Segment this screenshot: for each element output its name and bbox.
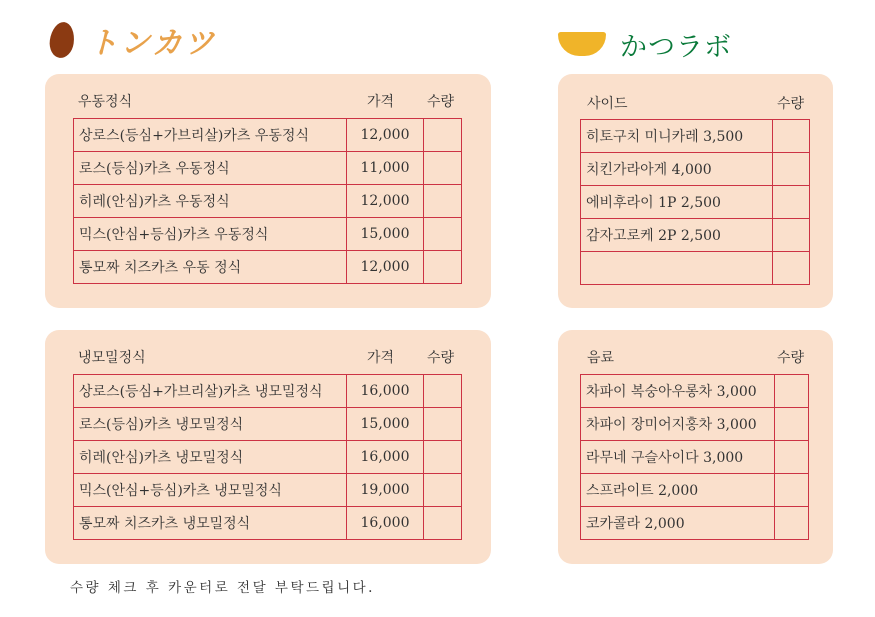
quantity-box[interactable] (424, 507, 462, 540)
quantity-box[interactable] (773, 252, 810, 285)
menu-item-name: 상로스(등심+가브리살)카츠 우동정식 (74, 119, 347, 152)
table-row (581, 441, 809, 474)
quantity-box[interactable] (424, 251, 462, 284)
side-qty-header: 수량 (777, 96, 805, 112)
table-row (581, 252, 810, 285)
soba-set-title: 냉모밀정식 (78, 350, 146, 366)
quantity-box[interactable] (424, 408, 462, 441)
menu-item-name: 로스(등심)카츠 우동정식 (74, 152, 347, 185)
menu-item-name: 스프라이트 2,000 (581, 474, 775, 507)
menu-item-price: 12,000 (347, 119, 424, 152)
quantity-box[interactable] (424, 119, 462, 152)
table-row (74, 474, 462, 507)
table-row (581, 507, 809, 540)
menu-item-name: 차파이 장미어지홍차 3,000 (581, 408, 775, 441)
menu-item-name: 라무네 구슬사이다 3,000 (581, 441, 775, 474)
menu-item-price: 19,000 (347, 474, 424, 507)
menu-item-name: 히레(안심)카츠 냉모밀정식 (74, 441, 347, 474)
quantity-box[interactable] (773, 153, 810, 186)
side-menu-table (580, 119, 810, 285)
drink-title: 음료 (587, 350, 615, 366)
udon-qty-header: 수량 (427, 94, 455, 110)
soba-price-header: 가격 (367, 350, 395, 366)
menu-item-name: 차파이 복숭아우롱차 3,000 (581, 375, 775, 408)
menu-item-name: 로스(등심)카츠 냉모밀정식 (74, 408, 347, 441)
table-row (581, 153, 810, 186)
menu-item-name: 에비후라이 1P 2,500 (581, 186, 773, 219)
menu-item-price: 15,000 (347, 408, 424, 441)
table-row (581, 474, 809, 507)
table-row (74, 251, 462, 284)
pork-cutlet-icon (48, 21, 77, 60)
table-row (581, 186, 810, 219)
table-row (74, 119, 462, 152)
menu-item-name: 감자고로케 2P 2,500 (581, 219, 773, 252)
menu-item-name: 히레(안심)카츠 우동정식 (74, 185, 347, 218)
table-row (581, 120, 810, 153)
side-title: 사이드 (587, 96, 628, 112)
menu-item-name: 상로스(등심+가브리살)카츠 냉모밀정식 (74, 375, 347, 408)
footer-note: 수량 체크 후 카운터로 전달 부탁드립니다. (70, 580, 375, 596)
side-panel (558, 74, 833, 308)
menu-item-name: 히토구치 미니카레 3,500 (581, 120, 773, 153)
menu-item-name: 믹스(안심+등심)카츠 냉모밀정식 (74, 474, 347, 507)
quantity-box[interactable] (773, 219, 810, 252)
menu-item-name (581, 252, 773, 285)
quantity-box[interactable] (424, 474, 462, 507)
quantity-box[interactable] (773, 120, 810, 153)
table-row (74, 441, 462, 474)
menu-item-name: 코카콜라 2,000 (581, 507, 775, 540)
drink-menu-table (580, 374, 809, 540)
udon-set-title: 우동정식 (78, 94, 133, 110)
table-row (581, 408, 809, 441)
drink-qty-header: 수량 (777, 350, 805, 366)
quantity-box[interactable] (424, 441, 462, 474)
quantity-box[interactable] (775, 441, 809, 474)
table-row (581, 219, 810, 252)
tonkatsu-title: トンカツ (88, 26, 216, 61)
quantity-box[interactable] (424, 218, 462, 251)
menu-item-price: 16,000 (347, 507, 424, 540)
udon-menu-table (73, 118, 462, 284)
quantity-box[interactable] (424, 185, 462, 218)
table-row (74, 185, 462, 218)
menu-item-price: 16,000 (347, 375, 424, 408)
udon-set-panel (45, 74, 491, 308)
menu-item-price: 12,000 (347, 185, 424, 218)
quantity-box[interactable] (773, 186, 810, 219)
menu-item-name: 통모짜 치즈카츠 냉모밀정식 (74, 507, 347, 540)
menu-item-price: 11,000 (347, 152, 424, 185)
quantity-box[interactable] (424, 375, 462, 408)
menu-item-name: 치킨가라아게 4,000 (581, 153, 773, 186)
table-row (74, 218, 462, 251)
table-row (74, 408, 462, 441)
quantity-box[interactable] (775, 375, 809, 408)
soba-qty-header: 수량 (427, 350, 455, 366)
menu-item-name: 믹스(안심+등심)카츠 우동정식 (74, 218, 347, 251)
quantity-box[interactable] (775, 474, 809, 507)
quantity-box[interactable] (775, 507, 809, 540)
soba-menu-table (73, 374, 462, 540)
katsulabo-title: かつラボ (620, 31, 732, 63)
table-row (74, 375, 462, 408)
drink-panel (558, 330, 833, 564)
table-row (74, 152, 462, 185)
menu-item-price: 12,000 (347, 251, 424, 284)
katsulabo-logo (558, 26, 732, 62)
tonkatsu-logo (50, 20, 216, 60)
udon-price-header: 가격 (367, 94, 395, 110)
quantity-box[interactable] (775, 408, 809, 441)
bowl-icon (558, 32, 606, 56)
soba-set-panel (45, 330, 491, 564)
menu-item-name: 통모짜 치즈카츠 우동 정식 (74, 251, 347, 284)
table-row (581, 375, 809, 408)
table-row (74, 507, 462, 540)
menu-item-price: 15,000 (347, 218, 424, 251)
quantity-box[interactable] (424, 152, 462, 185)
menu-item-price: 16,000 (347, 441, 424, 474)
